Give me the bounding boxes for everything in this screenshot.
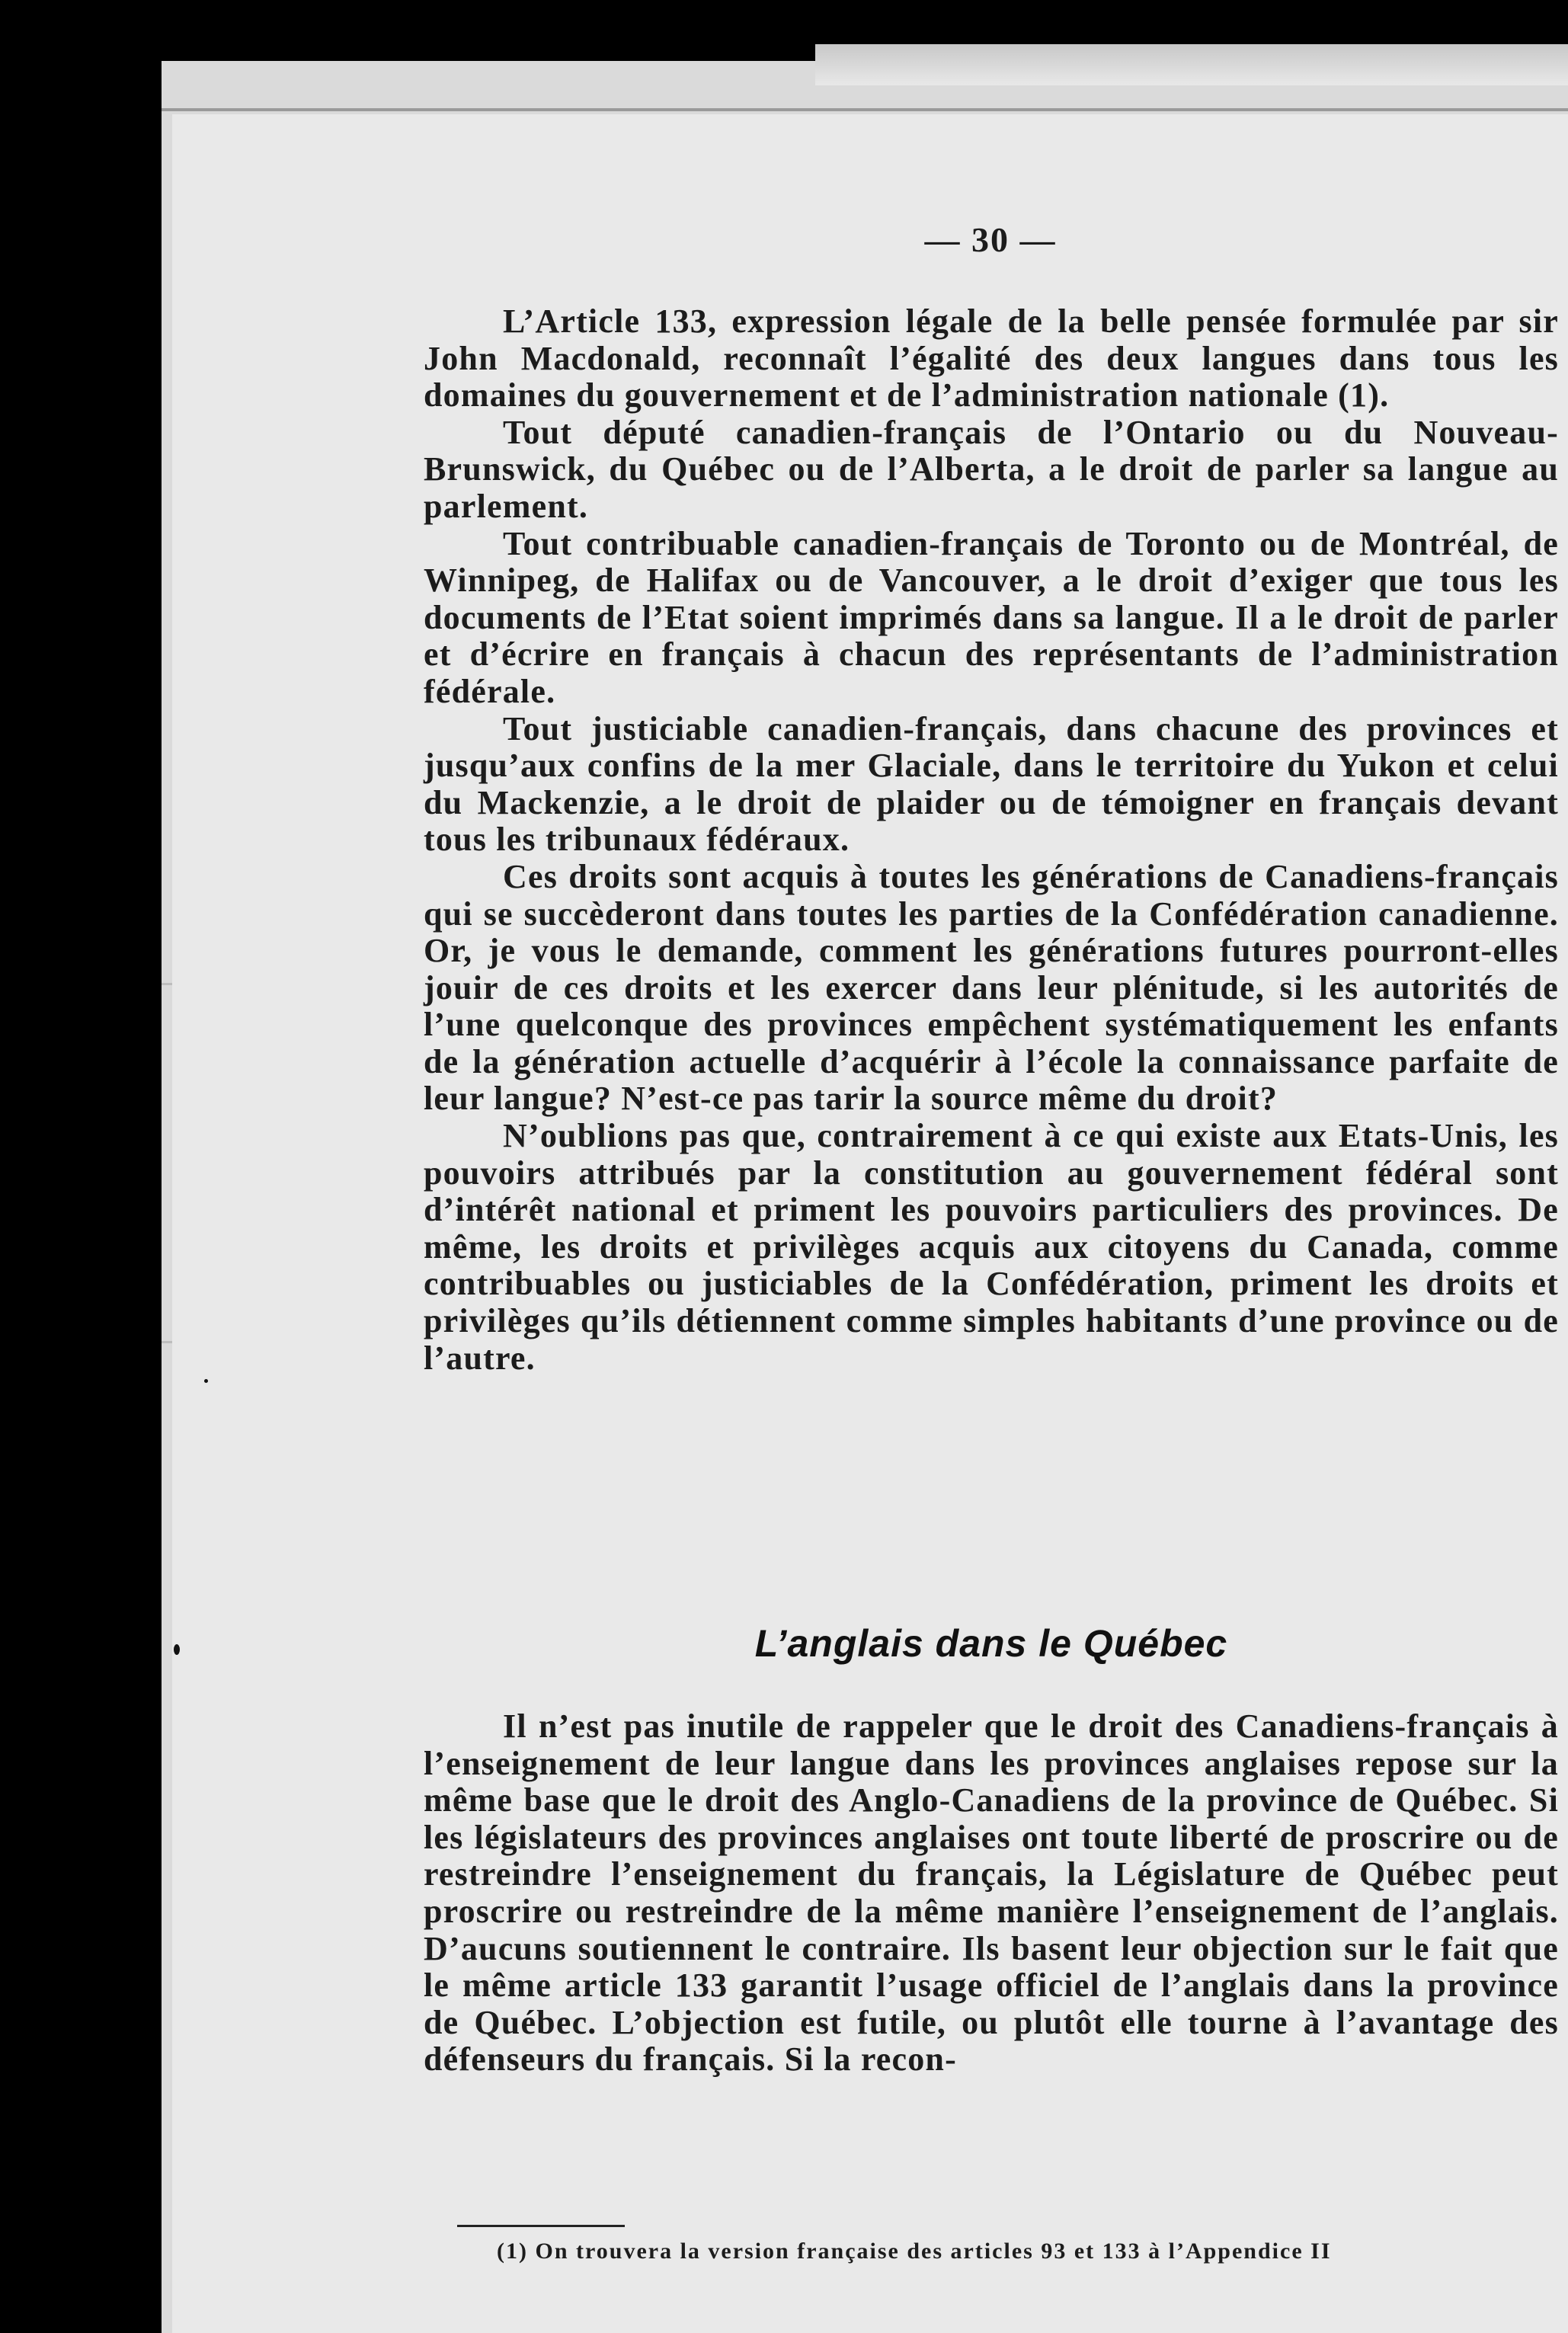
paragraph: Tout justiciable canadien-français, dans chacune des provinces et jusqu’aux confins de la mer Glaciale, dans le territoire du Yukon et celui du Mackenzie, a le droit de plaider ou de témoigner en français devant tous les tribunaux fédéraux. [424,709,1559,859]
paragraph: Tout contribuable canadien-français de Toronto ou de Montréal, de Winnipeg, de Halifax ou de Vancouver, a le droit d’exiger que tous les documents de l’Etat soient imprimés dans sa langue. Il a le droit de parler et d’écrire en français à chacun des représentants de l’administration fédérale. [424,524,1559,710]
page-top-edge [815,44,1568,85]
footnote: (1) On trouvera la version française des articles 93 et 133 à l’Appendice II [497,2239,1332,2264]
paragraph: N’oublions pas que, contrairement à ce qui existe aux Etats-Unis, les pouvoirs attribués par la constitution au gouvernement fédéral sont d’intérêt national et priment les pouvoirs particuliers des provinces. De même, les droits et privilèges acquis aux citoyens du Canada, comme contribuables ou justiciables de la Confédération, priment les droits et privilèges qu’ils détiennent comme simples habitants d’une province ou de l’autre. [424,1117,1559,1377]
paragraph: Ces droits sont acquis à toutes les générations de Canadiens-français qui se succèderont dans toutes les parties de la Confédération canadienne. Or, je vous le demande, comment les générations futures pourront-elles jouir de ces droits et les exercer dans leur plénitude, si les autorités de l’une quelconque des provinces empêchent systématiquement les enfants de la génération actuelle d’acquérir à l’école la connaissance parfaite de leur langue? N’est-ce pas tarir la source même du droit? [424,857,1559,1118]
body-text [424,303,1559,1377]
margin-mark [204,1379,208,1383]
footnote-divider [457,2225,625,2227]
section-heading: L’anglais dans le Québec [754,1622,1228,1665]
margin-mark [174,1644,180,1655]
section-text [424,1708,1559,2079]
page-shadow-line [162,108,1568,111]
paragraph: Il n’est pas inutile de rappeler que le droit des Canadiens-français à l’enseignement de leur langue dans les provinces anglaises repose sur la même base que le droit des Anglo-Canadiens de la province de Québec. Si les législateurs des provinces anglaises ont toute liberté de proscrire ou de restreindre l’enseignement du français, la Législature de Québec peut proscrire ou restreindre de la même manière l’enseignement de l’anglais. D’aucuns soutiennent le contraire. Ils basent leur objection sur le fait que le même article 133 garantit l’usage officiel de l’anglais dans la province de Québec. L’objection est futile, ou plutôt elle tourne à l’avantage des défenseurs du français. Si la recon- [424,1707,1559,2079]
page-number: — 30 — [924,220,1057,259]
paragraph: Tout député canadien-français de l’Ontario ou du Nouveau-Brunswick, du Québec ou de l’Alberta, a le droit de parler sa langue au parlement. [424,413,1559,525]
paragraph: L’Article 133, expression légale de la belle pensée formulée par sir John Macdonald, reconnaît l’égalité des deux langues dans tous les domaines du gouvernement et de l’administration nationale (1). [424,302,1559,414]
